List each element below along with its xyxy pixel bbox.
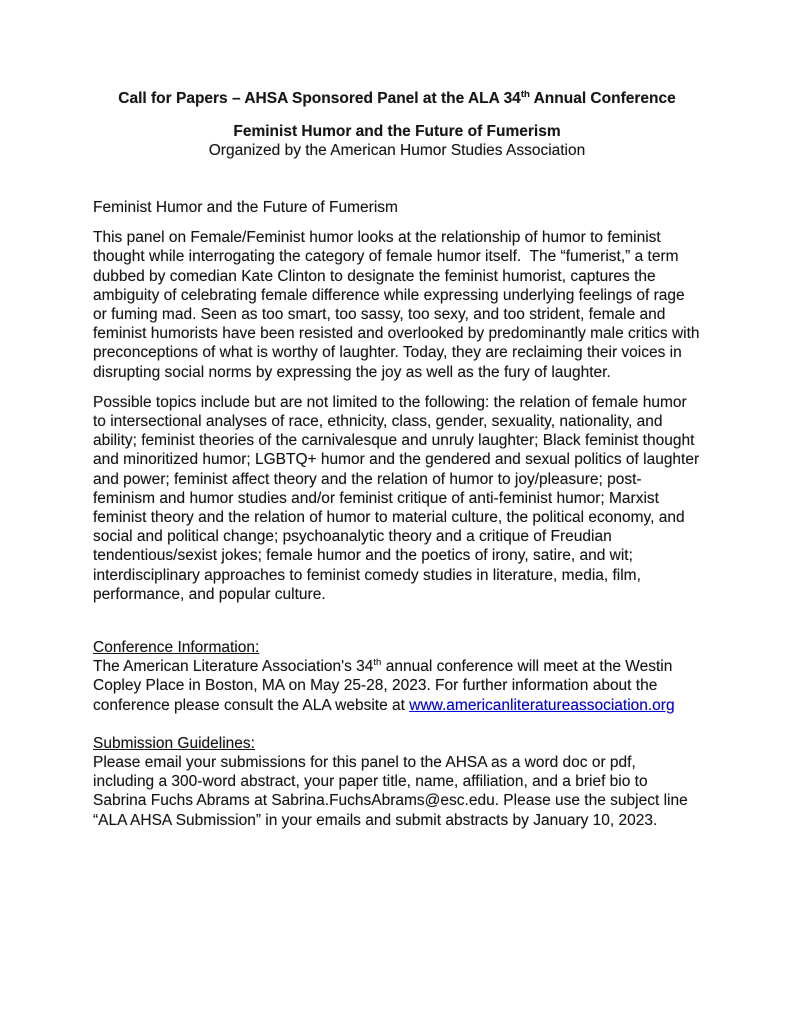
page-title-text: Call for Papers – AHSA Sponsored Panel at the ALA 34 xyxy=(118,90,521,107)
ala-website-link[interactable]: www.americanliteratureassociation.org xyxy=(409,696,675,714)
conference-ordinal-superscript: th xyxy=(373,657,382,669)
submission-guidelines-section xyxy=(93,734,701,830)
organizer-line: Organized by the American Humor Studies Association xyxy=(208,142,586,159)
conference-information-section xyxy=(93,638,701,715)
panel-description-paragraph: This panel on Female/Feminist humor looks at the relationship of humor to feminist thought while interrogating the category of female humor itself. The “fumerist,” a term dubbed by comedian Kate Clinton to designate the feminist humorist, captures the ambiguity of celebrating female difference while expressing underlying feelings of rage or fuming mad. Seen as too smart, too sassy, too sexy, and too strident, female and feminist humorists have been resisted and overlooked by predominantly male critics with preconceptions of what is worthy of laughter. Today, they are reclaiming their voices in disrupting social norms by expressing the joy as well as the fury of laughter. xyxy=(93,229,700,381)
submission-guidelines-heading: Submission Guidelines: xyxy=(93,734,255,752)
document-header xyxy=(93,89,701,160)
conference-information-heading: Conference Information: xyxy=(93,639,260,657)
conference-text-pre: The American Literature Association's 34 xyxy=(93,658,374,676)
title-ordinal-superscript: th xyxy=(520,88,530,100)
conference-information-text xyxy=(93,657,701,715)
page-title-suffix: Annual Conference xyxy=(529,90,676,107)
page-title xyxy=(93,89,701,108)
document-body xyxy=(93,198,701,830)
panel-title-heading: Feminist Humor and the Future of Fumerism xyxy=(233,123,561,140)
panel-title-line: Feminist Humor and the Future of Fumerism xyxy=(93,199,398,216)
conference-text-mid: annual conference will meet at the Westin Copley Place in Boston, MA on May 25-28, 2023. For further information about the conference please consult the ALA website at xyxy=(93,658,673,714)
submission-guidelines-text: Please email your submissions for this panel to the AHSA as a word doc or pdf, including a 300-word abstract, your paper title, name, affiliation, and a brief bio to Sabrina Fuchs Abrams at Sabrina.FuchsAbrams@esc.edu. Please use the subject line “ALA AHSA Submission” in your emails and submit abstracts by January 10, 2023. xyxy=(93,754,688,829)
possible-topics-paragraph: Possible topics include but are not limited to the following: the relation of female humor to intersectional analyses of race, ethnicity, class, gender, sexuality, nationality, and ability; feminist theories of the carnivalesque and unruly laughter; Black feminist thought and minoritized humor; LGBTQ+ humor and the gendered and sexual politics of laughter and power; feminist affect theory and the relation of humor to joy/pleasure; post-feminism and humor studies and/or feminist critique of anti-feminist humor; Marxist feminist theory and the relation of humor to material culture, the political economy, and social and political change; psychoanalytic theory and a critique of Freudian tendentious/sexist jokes; female humor and the poetics of irony, satire, and wit; interdisciplinary approaches to feminist comedy studies in literature, media, film, performance, and popular culture. xyxy=(93,393,700,603)
